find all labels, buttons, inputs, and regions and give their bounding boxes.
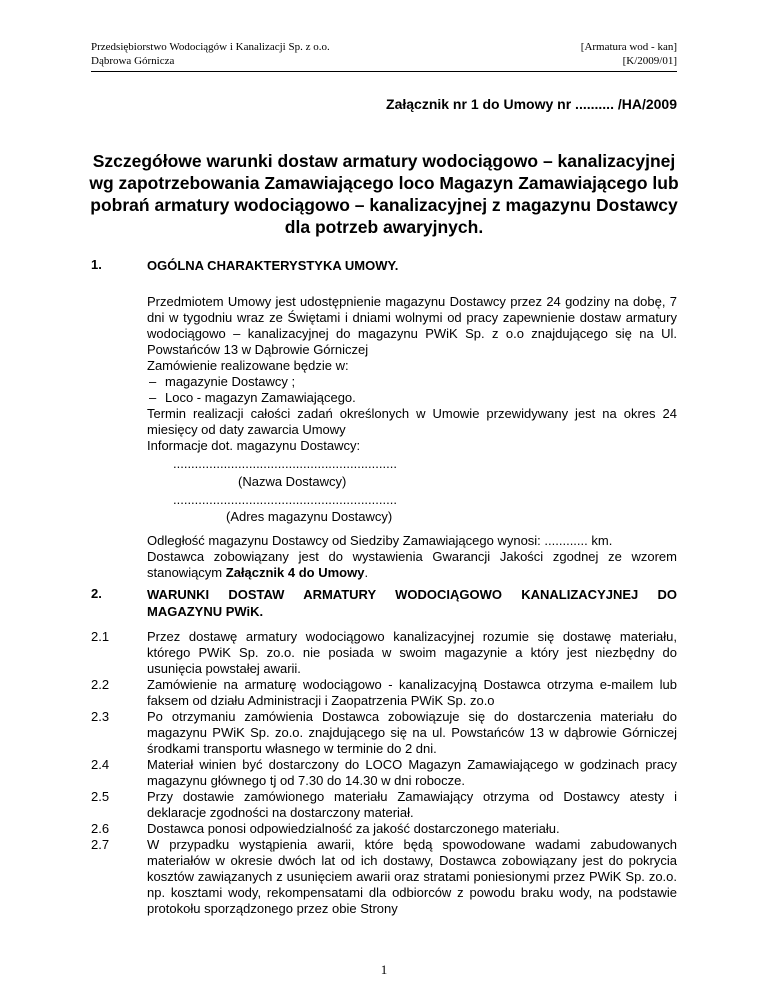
item-number: 2.4: [91, 757, 110, 772]
document-title: Szczegółowe warunki dostaw armatury wodociągowo – kanalizacyjnej wg zapotrzebowania Zamawiającego loco Magazyn Zamawiającego lub pobrań armatury wodociągowo – kanalizacyjnej z magazynu Dostawcy dla potrzeb awaryjnych.: [89, 151, 679, 237]
item-text: Przy dostawie zamówionego materiału Zamawiający otrzyma od Dostawcy atesty i deklaracje zgodności na dostarczony materiał.: [147, 789, 677, 820]
header-company: [91, 40, 330, 68]
item-number: 2.3: [91, 709, 110, 724]
item-text: Zamówienie na armaturę wodociągowo - kanalizacyjną Dostawca otrzyma e-mailem lub faksem od działu Administracji i Zaopatrzenia PWiK Sp. zo.o: [147, 677, 677, 708]
dash-item-text: magazynie Dostawcy ;: [165, 374, 296, 389]
header-company-name: Przedsiębiorstwo Wodociągów i Kanalizacji Sp. z o.o.: [91, 41, 330, 53]
section-1-intro: Przedmiotem Umowy jest udostępnienie magazynu Dostawcy przez 24 godziny na dobę, 7 dni w tygodniu wraz ze Świętami i dniami wolnymi od pracy zapewnienie dostaw armatury wodociągowo – kanalizacyjnej do magazynu PWiK Sp. z o.o znajdującego się na Ul. Powstańców 13 w Dąbrowie Górniczej: [147, 294, 677, 357]
section-2-number: 2.: [91, 586, 102, 601]
supplier-name-label: (Nazwa Dostawcy): [238, 474, 347, 489]
distance-text: Odległość magazynu Dostawcy od Siedziby Zamawiającego wynosi: ............ km.: [147, 533, 613, 548]
header-subject: [Armatura wod - kan]: [580, 41, 677, 53]
guarantee-annex-ref: Załącznik 4 do Umowy: [225, 565, 365, 580]
item-text: W przypadku wystąpienia awarii, które będą spowodowane wadami zabudowanych materiałów w okresie dwóch lat od ich dostawy, Dostawca zobowiązany jest do pokrycia kosztów zawiązanych z usunięciem awarii oraz stratami poniesionymi przez PWiK Sp. zo.o. np. kosztami wody, rekompensatami dla odbiorców z powodu braku wody, na podstawie protokołu sporządzonego przez obie Strony: [147, 837, 677, 916]
item-number: 2.2: [91, 677, 110, 692]
supplier-address-label: (Adres magazynu Dostawcy): [226, 509, 393, 524]
item-text: Przez dostawę armatury wodociągowo kanalizacyjnej rozumie się dostawę materiału, którego PWiK Sp. zo.o. nie posiada w swoim magazynie a który jest niezbędny do usunięcia powstałej awarii.: [147, 629, 677, 676]
item-number: 2.7: [91, 837, 110, 852]
page-number: 1: [380, 962, 388, 977]
section-1-dash-item: – magazynie Dostawcy ;: [149, 374, 296, 389]
item-number: 2.6: [91, 821, 110, 836]
guarantee-text: [147, 549, 677, 581]
supplier-name-dots: ..............................................................: [173, 456, 397, 471]
dash-item-text: Loco - magazyn Zamawiającego.: [165, 390, 356, 405]
section-1-info: Informacje dot. magazynu Dostawcy:: [147, 438, 361, 453]
section-1-term: Termin realizacji całości zadań określonych w Umowie przewidywany jest na okres 24 miesięcy od daty zawarcia Umowy: [147, 406, 677, 437]
section-1-tail: [147, 533, 677, 581]
section-1-title: OGÓLNA CHARAKTERYSTYKA UMOWY.: [147, 258, 399, 273]
section-1-number: 1.: [91, 257, 102, 272]
item-text: Dostawca ponosi odpowiedzialność za jakość dostarczonego materiału.: [147, 821, 560, 836]
annex-heading: Załącznik nr 1 do Umowy nr .......... /HA/2009: [386, 96, 677, 112]
header-code: [K/2009/01]: [622, 55, 677, 67]
header-divider: [91, 71, 677, 72]
guarantee-text-pre: Dostawca zobowiązany jest do wystawienia Gwarancji Jakości zgodnej ze wzorem stanowiącym: [147, 549, 677, 580]
section-1-dash-item: – Loco - magazyn Zamawiającego.: [149, 390, 356, 405]
item-text: Materiał winien być dostarczony do LOCO Magazyn Zamawiającego w godzinach pracy magazynu głównego tj od 7.30 do 14.30 w dni robocze.: [147, 757, 677, 788]
section-1-body: [147, 294, 677, 454]
header-reference: [581, 40, 677, 68]
supplier-address-dots: ..............................................................: [173, 492, 397, 507]
section-1-order-line: Zamówienie realizowane będzie w:: [147, 358, 349, 373]
item-number: 2.5: [91, 789, 110, 804]
guarantee-text-post: .: [364, 565, 369, 580]
item-number: 2.1: [91, 629, 110, 644]
item-text: Po otrzymaniu zamówienia Dostawca zobowiązuje się do dostarczenia materiału do magazynu PWiK Sp. zo.o. znajdującego się na ul. Powstańców 13 w dąbrowie Górniczej środkami transportu własnego w terminie do 2 dni.: [147, 709, 677, 756]
header-city: Dąbrowa Górnicza: [91, 55, 175, 67]
section-2-title: WARUNKI DOSTAW ARMATURY WODOCIĄGOWO KANALIZACYJNEJ DO MAGAZYNU PWiK.: [147, 587, 677, 619]
